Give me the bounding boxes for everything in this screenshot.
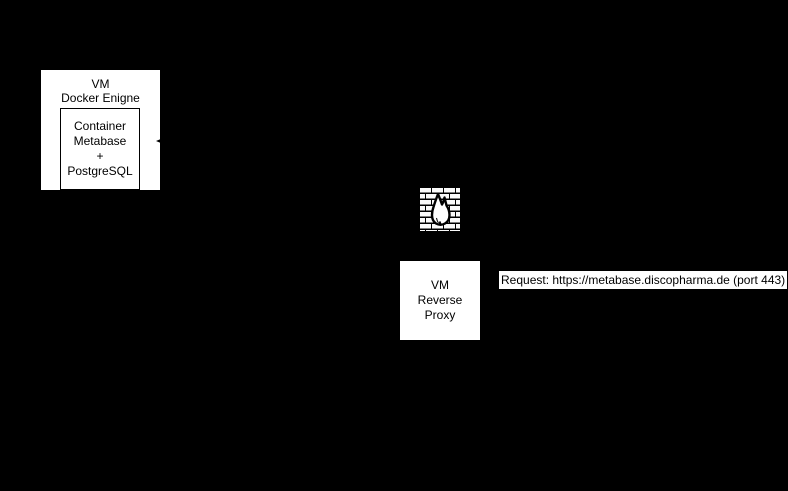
docker-engine-title-line1: VM — [91, 77, 110, 91]
docker-engine-title-line2: Docker Enigne — [61, 91, 140, 105]
reverse-proxy-label-line1: VM — [431, 278, 449, 292]
node-vm-docker-engine[interactable] — [41, 70, 160, 190]
connector-arrowhead-icon[interactable] — [156, 136, 168, 146]
firewall-icon[interactable] — [420, 188, 460, 231]
firewall-brick-wall-flame-icon — [420, 188, 460, 231]
request-edge-label[interactable]: Request: https://metabase.discopharma.de (port 443) — [501, 273, 786, 287]
container-label-line3: + — [96, 149, 104, 163]
node-container-metabase-postgresql[interactable] — [60, 108, 140, 190]
container-label-line1: Container — [73, 119, 127, 133]
node-vm-reverse-proxy[interactable] — [400, 261, 480, 340]
container-label-line4: PostgreSQL — [67, 164, 133, 178]
reverse-proxy-label-line2: Reverse — [417, 293, 463, 307]
container-label-line2: Metabase — [73, 134, 127, 148]
reverse-proxy-label-line3: Proxy — [424, 308, 456, 322]
